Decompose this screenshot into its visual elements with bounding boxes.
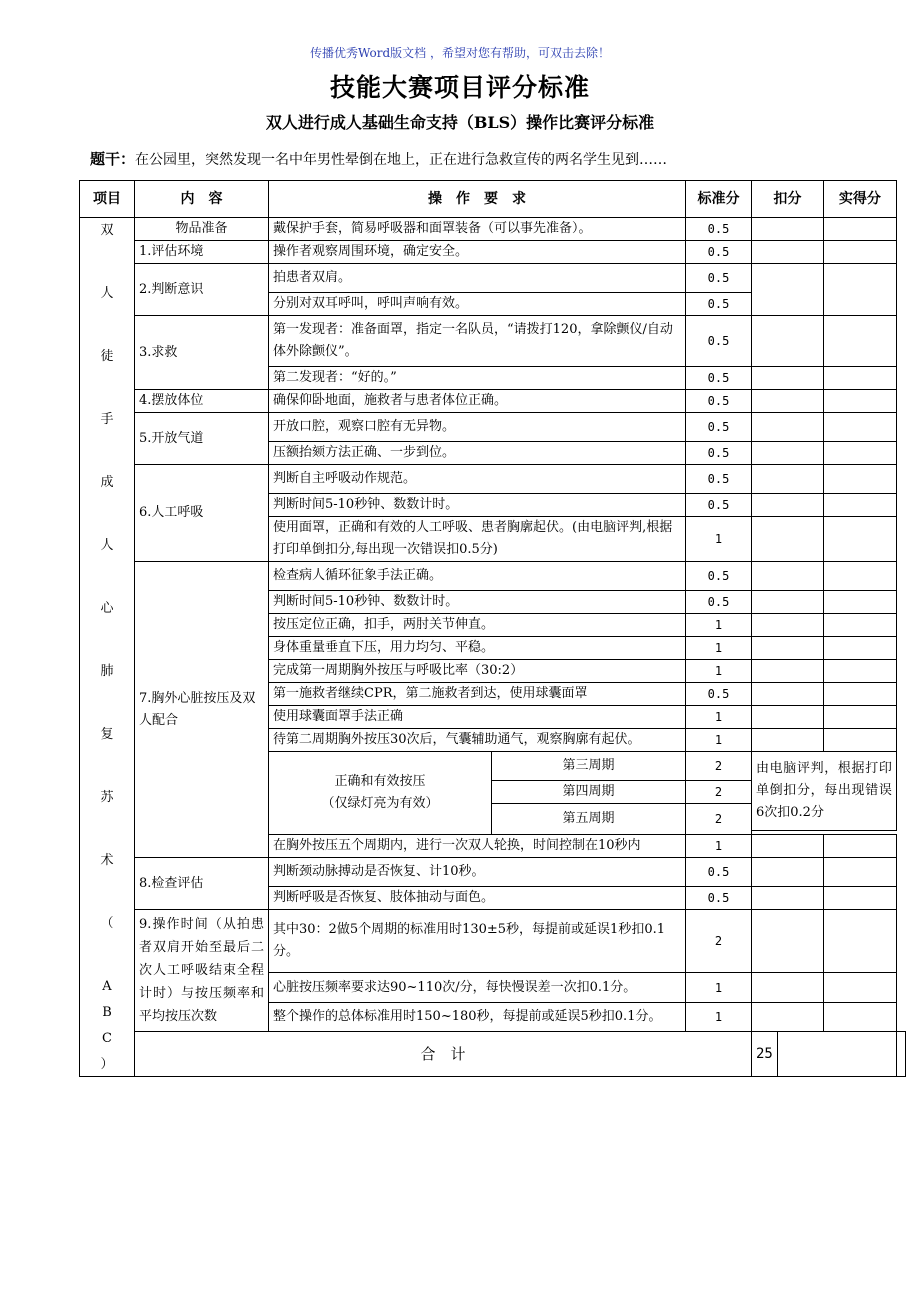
deduct-cell — [752, 316, 824, 367]
deduct-cell — [752, 367, 824, 390]
deduct-cell — [752, 729, 824, 752]
standard-score-cell: 1 — [686, 706, 752, 729]
requirement-cell: 开放口腔，观察口腔有无异物。 — [269, 413, 686, 442]
requirement-cell: 戴保护手套，简易呼吸器和面罩装备（可以事先准备）。 — [269, 218, 686, 241]
requirement-cell: 按压定位正确，扣手，两肘关节伸直。 — [269, 614, 686, 637]
table-header-row — [80, 181, 906, 218]
standard-score-cell: 0.5 — [686, 293, 752, 316]
deduct-cell — [752, 241, 824, 264]
header-actual-score: 实得分 — [823, 181, 896, 218]
requirement-cell: 判断时间5-10秒钟、数数计时。 — [269, 591, 686, 614]
project-char: 人 — [100, 286, 114, 301]
standard-score-cell: 1 — [686, 660, 752, 683]
requirement-cell: 第一发现者：准备面罩，指定一名队员，“请拨打120，拿除颤仪/自动体外除颤仪”。 — [269, 316, 686, 367]
content-cell: 物品准备 — [135, 218, 269, 241]
requirement-cell: 拍患者双肩。 — [269, 264, 686, 293]
requirement-cell: 操作者观察周围环境，确定安全。 — [269, 241, 686, 264]
actual-score-cell — [823, 367, 896, 390]
standard-score-cell: 0.5 — [686, 562, 752, 591]
document-title: 技能大赛项目评分标准 — [329, 73, 590, 102]
requirement-cell: 判断自主呼吸动作规范。 — [269, 465, 686, 494]
project-char: （ — [100, 916, 114, 931]
content-cell: 7.胸外心脏按压及双人配合 — [135, 562, 269, 858]
table-row — [80, 316, 906, 367]
requirement-cell: 第二发现者：“好的。” — [269, 367, 686, 390]
actual-score-cell — [823, 973, 896, 1002]
cycle-note-cell: 由电脑评判，根据打印单倒扣分，每出现错误6次扣0.2分 — [752, 752, 897, 831]
requirement-cell: 判断颈动脉搏动是否恢复、计10秒。 — [269, 858, 686, 887]
requirement-cell: 判断时间5-10秒钟、数数计时。 — [269, 494, 686, 517]
project-char: 肺 — [100, 664, 114, 679]
standard-score-cell: 0.5 — [686, 591, 752, 614]
actual-score-cell — [823, 264, 896, 316]
project-char: 双 — [100, 223, 114, 238]
standard-score-cell: 0.5 — [686, 465, 752, 494]
requirement-cell: 身体重量垂直下压，用力均匀、平稳。 — [269, 637, 686, 660]
requirement-cell: 检查病人循环征象手法正确。 — [269, 562, 686, 591]
press-sublabel: （仅绿灯亮为有效） — [321, 796, 439, 811]
table-row — [80, 390, 906, 413]
standard-score-cell: 0.5 — [686, 367, 752, 390]
actual-score-cell — [823, 517, 896, 562]
header-standard-score: 标准分 — [686, 181, 752, 218]
project-char: ） — [100, 1057, 114, 1072]
requirement-cell: 第一施救者继续CPR，第二施救者到达，使用球囊面罩 — [269, 683, 686, 706]
standard-score-cell: 1 — [686, 973, 752, 1002]
content-cell: 2.判断意识 — [135, 264, 269, 316]
actual-score-cell — [823, 241, 896, 264]
deduct-cell — [752, 1002, 824, 1031]
deduct-cell — [752, 683, 824, 706]
standard-score-cell: 2 — [686, 910, 752, 973]
project-char: B — [102, 1005, 112, 1020]
actual-score-cell — [823, 316, 896, 367]
content-cell: 8.检查评估 — [135, 858, 269, 910]
table-row — [80, 218, 906, 241]
content-cell: 1.评估环境 — [135, 241, 269, 264]
content-cell: 3.求救 — [135, 316, 269, 390]
actual-score-cell — [823, 683, 896, 706]
requirement-cell: 心脏按压频率要求达90~110次/分，每快慢误差一次扣0.1分。 — [269, 973, 686, 1002]
question-stem — [90, 148, 890, 169]
requirement-cell: 整个操作的总体标准用时150~180秒，每提前或延误5秒扣0.1分。 — [269, 1002, 686, 1031]
standard-score-cell: 2 — [686, 804, 752, 835]
content-cell: 4.摆放体位 — [135, 390, 269, 413]
project-name-cell — [80, 218, 135, 1077]
requirement-cell: 压额抬颏方法正确、一步到位。 — [269, 442, 686, 465]
deduct-cell — [752, 562, 824, 591]
deduct-cell — [752, 591, 824, 614]
requirement-cell: 待第二周期胸外按压30次后，气囊辅助通气，观察胸廓有起伏。 — [269, 729, 686, 752]
standard-score-cell: 1 — [686, 614, 752, 637]
actual-score-cell — [823, 858, 896, 887]
project-char: 复 — [100, 727, 114, 742]
deduct-cell — [752, 494, 824, 517]
document-subtitle: 双人进行成人基础生命支持（BLS）操作比赛评分标准 — [265, 113, 655, 132]
requirement-cell: 确保仰卧地面，施救者与患者体位正确。 — [269, 390, 686, 413]
actual-score-cell — [823, 390, 896, 413]
table-row — [80, 858, 906, 887]
requirement-cell: 在胸外按压五个周期内，进行一次双人轮换，时间控制在10秒内 — [269, 835, 686, 858]
actual-score-cell — [823, 706, 896, 729]
header-content: 内 容 — [135, 181, 269, 218]
cycle-label-cell: 第四周期 — [492, 781, 686, 804]
deduct-cell — [752, 973, 824, 1002]
actual-score-cell — [823, 637, 896, 660]
actual-score-cell — [823, 614, 896, 637]
deduct-cell — [752, 858, 824, 887]
project-char: 术 — [100, 853, 114, 868]
question-label: 题干： — [90, 150, 136, 168]
actual-score-cell — [823, 465, 896, 494]
project-char: 人 — [100, 538, 114, 553]
deduct-cell — [752, 442, 824, 465]
actual-score-cell — [823, 1002, 896, 1031]
actual-score-cell — [823, 660, 896, 683]
table-row — [80, 562, 906, 591]
actual-score-cell — [823, 494, 896, 517]
actual-score-cell — [823, 442, 896, 465]
deduct-cell — [752, 614, 824, 637]
press-label: 正确和有效按压 — [334, 774, 426, 789]
standard-score-cell: 0.5 — [686, 858, 752, 887]
standard-score-cell: 0.5 — [686, 264, 752, 293]
standard-score-cell: 2 — [686, 781, 752, 804]
cycle-label-cell: 第三周期 — [492, 752, 686, 781]
project-char: 苏 — [100, 790, 114, 805]
standard-score-cell: 2 — [686, 752, 752, 781]
standard-score-cell: 0.5 — [686, 683, 752, 706]
deduct-cell — [777, 1032, 896, 1077]
standard-score-cell: 0.5 — [686, 218, 752, 241]
total-row — [80, 1032, 906, 1077]
deduct-cell — [752, 887, 824, 910]
actual-score-cell — [823, 413, 896, 442]
table-row — [80, 910, 906, 973]
deduct-cell — [752, 637, 824, 660]
standard-score-cell: 1 — [686, 637, 752, 660]
actual-score-cell — [823, 910, 896, 973]
scoring-table — [79, 180, 906, 1077]
standard-score-cell: 1 — [686, 729, 752, 752]
standard-score-cell: 0.5 — [686, 241, 752, 264]
table-row — [80, 465, 906, 494]
table-row — [80, 413, 906, 442]
deduct-cell — [752, 660, 824, 683]
header-requirements: 操 作 要 求 — [269, 181, 686, 218]
deduct-cell — [752, 910, 824, 973]
actual-score-cell — [823, 887, 896, 910]
table-row — [80, 241, 906, 264]
header-deduct: 扣分 — [752, 181, 824, 218]
standard-score-cell: 0.5 — [686, 316, 752, 367]
standard-score-cell: 0.5 — [686, 442, 752, 465]
actual-score-cell — [823, 591, 896, 614]
project-char: 手 — [100, 412, 114, 427]
requirement-cell: 分别对双耳呼叫，呼叫声响有效。 — [269, 293, 686, 316]
standard-score-cell: 1 — [686, 517, 752, 562]
deduct-cell — [752, 218, 824, 241]
requirement-cell: 使用球囊面罩手法正确 — [269, 706, 686, 729]
project-char: C — [102, 1031, 112, 1046]
standard-score-cell: 0.5 — [686, 413, 752, 442]
deduct-cell — [752, 264, 824, 316]
deduct-cell — [752, 465, 824, 494]
project-char: 心 — [100, 601, 114, 616]
deduct-cell — [752, 835, 824, 858]
requirement-cell: 其中30：2做5个周期的标准用时130±5秒，每提前或延误1秒扣0.1分。 — [269, 910, 686, 973]
requirement-cell: 完成第一周期胸外按压与呼吸比率（30:2） — [269, 660, 686, 683]
standard-score-cell: 0.5 — [686, 390, 752, 413]
total-label: 合 计 — [135, 1032, 752, 1077]
standard-score-cell: 1 — [686, 835, 752, 858]
project-char: 成 — [100, 475, 114, 490]
actual-score-cell — [823, 562, 896, 591]
requirement-cell: 使用面罩，正确和有效的人工呼吸、患者胸廓起伏。(由电脑评判,根据打印单倒扣分,每出现一次错误扣0.5分) — [269, 517, 686, 562]
standard-score-cell: 1 — [686, 1002, 752, 1031]
table-row — [80, 264, 906, 293]
deduct-cell — [752, 517, 824, 562]
requirement-cell: 判断呼吸是否恢复、肢体抽动与面色。 — [269, 887, 686, 910]
project-char: A — [102, 979, 112, 994]
content-cell: 9.操作时间（从拍患者双肩开始至最后二次人工呼吸结束全程计时）与按压频率和平均按压次数 — [135, 910, 269, 1032]
actual-score-cell — [823, 835, 896, 858]
actual-score-cell — [896, 1032, 905, 1077]
question-text: 在公园里，突然发现一名中年男性晕倒在地上，正在进行急救宣传的两名学生见到…… — [135, 152, 668, 168]
standard-score-cell: 0.5 — [686, 494, 752, 517]
actual-score-cell — [823, 218, 896, 241]
content-cell: 6.人工呼吸 — [135, 465, 269, 562]
watermark-text: 传播优秀Word版文档 ，希望对您有帮助，可双击去除！ — [310, 46, 610, 60]
project-char: 徒 — [100, 349, 114, 364]
header-project: 项目 — [80, 181, 135, 218]
actual-score-cell — [823, 729, 896, 752]
deduct-cell — [752, 706, 824, 729]
cycle-label-cell: 第五周期 — [492, 804, 686, 835]
deduct-cell — [752, 390, 824, 413]
deduct-cell — [752, 413, 824, 442]
standard-score-cell: 0.5 — [686, 887, 752, 910]
press-label-cell — [269, 752, 492, 835]
total-score: 25 — [752, 1032, 778, 1077]
content-cell: 5.开放气道 — [135, 413, 269, 465]
